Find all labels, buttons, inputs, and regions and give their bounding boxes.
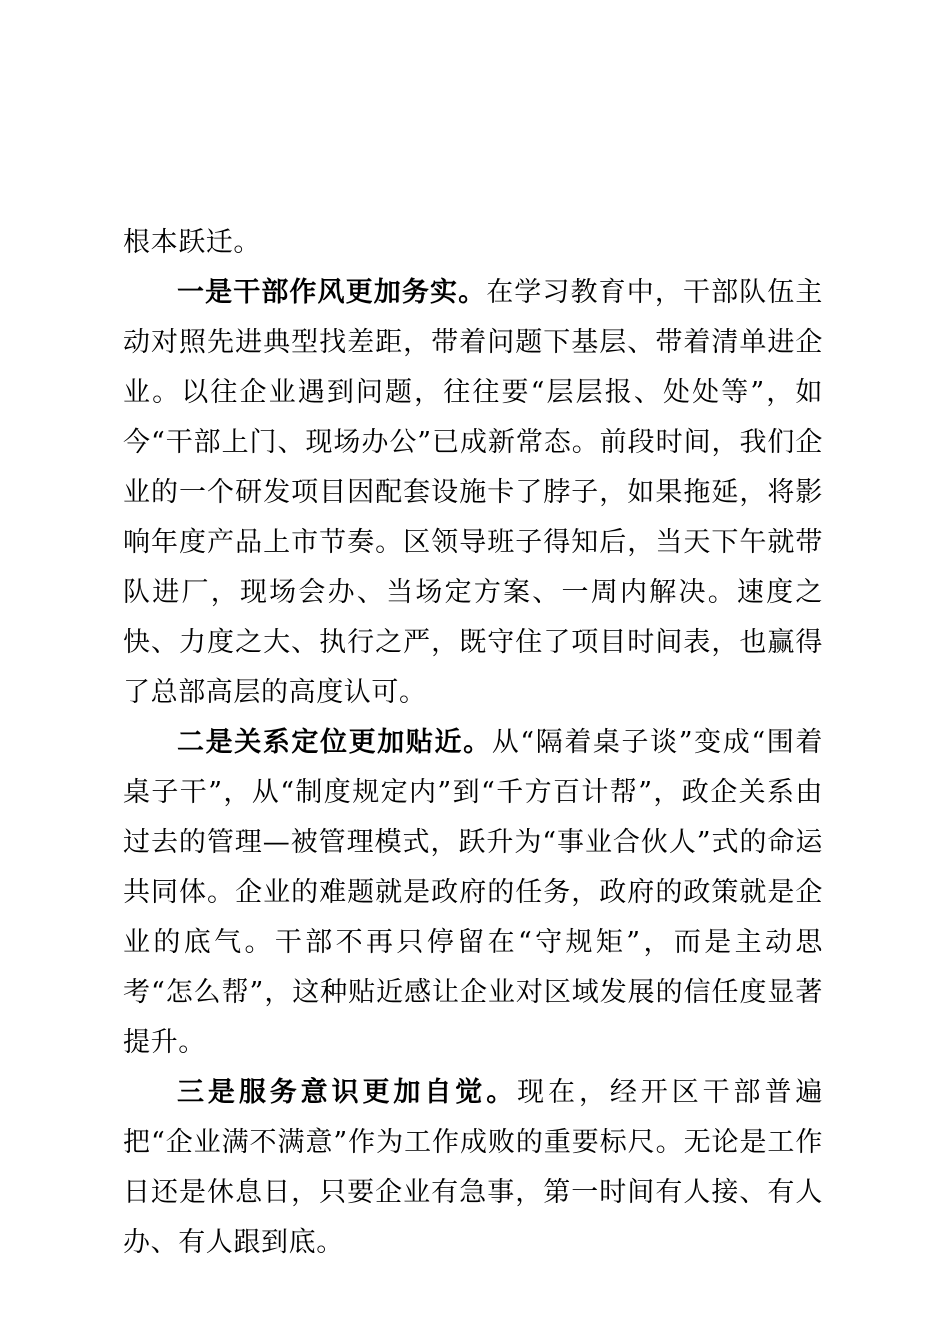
paragraph-cadre-style bbox=[123, 268, 823, 718]
paragraph-text: 在学习教育中，干部队伍主动对照先进典型找差距，带着问题下基层、带着清单进企业。以往企业遇到问题，往往要“层层报、处处等”，如今“干部上门、现场办公”已成新常态。前段时间，我们企业的一个研发项目因配套设施卡了脖子，如果拖延，将影响年度产品上市节奏。区领导班子得知后，当天下午就带队进厂，现场会办、当场定方案、一周内解决。速度之快、力度之大、执行之严，既守住了项目时间表，也赢得了总部高层的高度认可。 bbox=[123, 277, 823, 708]
paragraph-relationship bbox=[123, 718, 823, 1068]
paragraph-service bbox=[123, 1068, 823, 1268]
paragraph-text: 现在，经开区干部普遍把“企业满不满意”作为工作成败的重要标尺。无论是工作日还是休息日，只要企业有急事，第一时间有人接、有人办、有人跟到底。 bbox=[123, 1077, 824, 1258]
paragraph-heading: 一是干部作风更加务实。 bbox=[177, 277, 487, 308]
paragraph-text: 从“隔着桌子谈”变成“围着桌子干”，从“制度规定内”到“千方百计帮”，政企关系由过去的管理—被管理模式，跃升为“事业合伙人”式的命运共同体。企业的难题就是政府的任务，政府的政策就是企业的底气。干部不再只停留在“守规矩”，而是主动思考“怎么帮”，这种贴近感让企业对区域发展的信任度显著提升。 bbox=[123, 727, 823, 1058]
paragraph-text: 根本跃迁。 bbox=[123, 227, 261, 258]
paragraph-heading: 二是关系定位更加贴近。 bbox=[177, 727, 492, 758]
paragraph-heading: 三是服务意识更加自觉。 bbox=[177, 1077, 518, 1108]
paragraph-continuation bbox=[123, 218, 823, 268]
document-body bbox=[123, 218, 823, 1268]
